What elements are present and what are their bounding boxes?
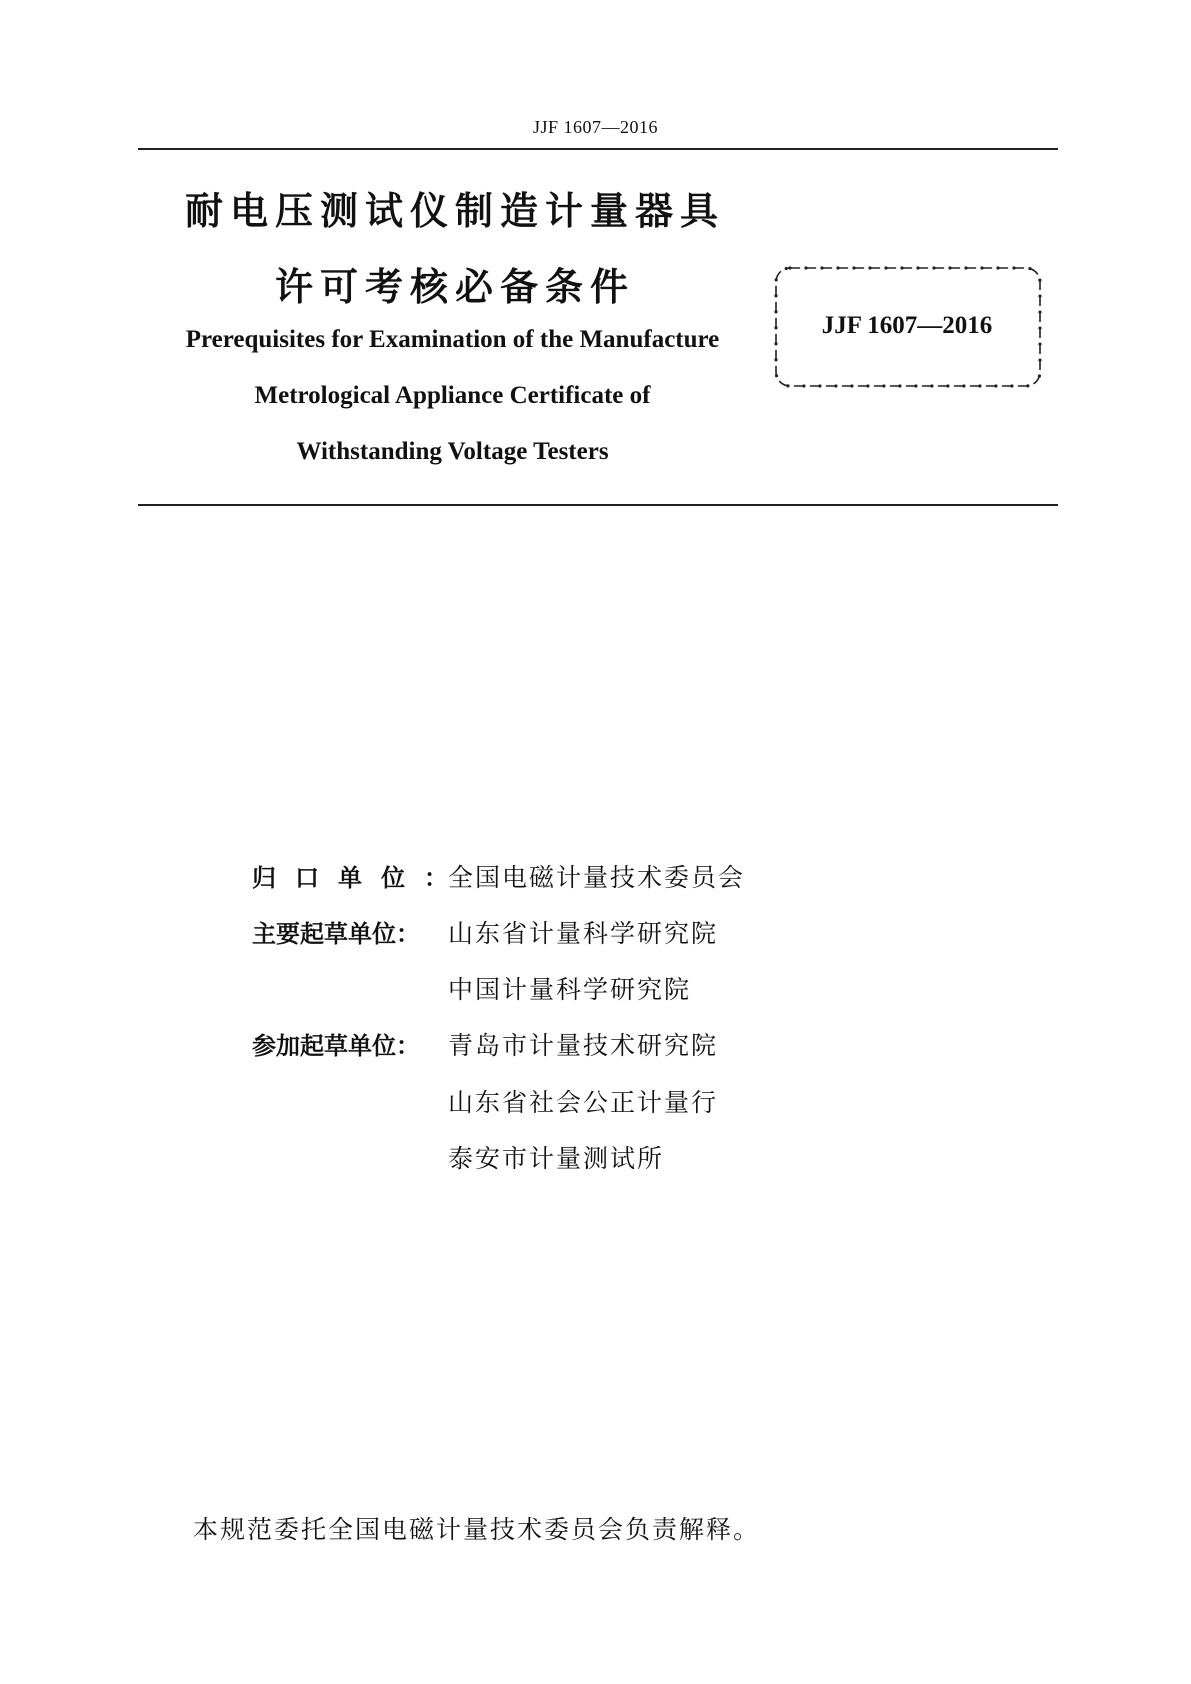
participating-unit-3: 泰安市计量测试所 [448, 1144, 665, 1173]
english-title-line-3: Withstanding Voltage Testers [296, 438, 609, 465]
main-drafting-unit-2: 中国计量科学研究院 [448, 975, 692, 1004]
centralized-unit-value: 全国电磁计量技术委员会 [448, 863, 746, 892]
main-drafting-unit-1: 山东省计量科学研究院 [448, 919, 719, 948]
english-title-line-1: Prerequisites for Examination of the Manufacture [185, 326, 720, 353]
participating-unit-1: 青岛市计量技术研究院 [448, 1031, 719, 1060]
english-title-line-2: Metrological Appliance Certificate of [254, 382, 651, 409]
header-standard-code: JJF 1607—2016 [532, 117, 659, 137]
main-drafting-label: 主要起草单位： [252, 920, 420, 948]
chinese-title-line-1: 耐电压测试仪制造计量器具 [184, 189, 725, 233]
participating-unit-2: 山东省社会公正计量行 [448, 1088, 719, 1117]
chinese-title-line-2: 许可考核必备条件 [274, 265, 635, 309]
bottom-rule [138, 504, 1058, 506]
top-rule [138, 148, 1058, 150]
interpretation-note: 本规范委托全国电磁计量技术委员会负责解释。 [193, 1515, 761, 1544]
centralized-unit-label: 归口单位： [252, 864, 467, 892]
code-box-text: JJF 1607—2016 [821, 312, 993, 339]
standard-code-box [772, 264, 1052, 390]
participating-drafting-label: 参加起草单位： [252, 1032, 420, 1060]
